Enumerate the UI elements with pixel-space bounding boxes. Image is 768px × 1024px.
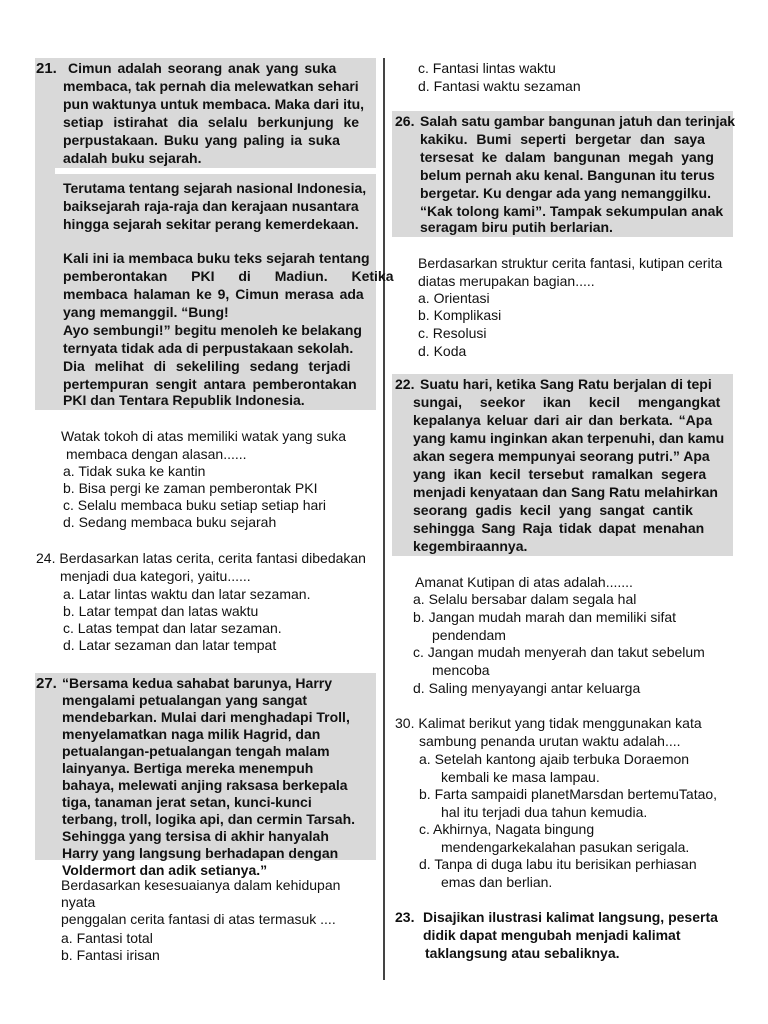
q21-line: Terutama tentang sejarah nasional Indonesia, <box>63 180 367 196</box>
q30-option-a: a. Setelah kantong ajaib terbuka Doraemon <box>419 751 690 767</box>
q21-line: hingga sejarah sekitar perang kemerdekaan. <box>63 216 359 232</box>
q24-question: 24. Berdasarkan latas cerita, cerita fantasi dibedakan <box>36 550 366 566</box>
q26-option-c: c. Resolusi <box>418 325 487 341</box>
q21-line: yang memanggil. “Bung! <box>63 304 229 320</box>
q22-question: Amanat Kutipan di atas adalah....... <box>415 574 633 590</box>
q21-option-d: d. Sedang membaca buku sejarah <box>63 514 277 530</box>
q21-line: baiksejarah raja-raja dan kerajaan nusantara <box>63 198 359 214</box>
q26-line: kakiku. Bumi seperti bergetar dan saya <box>420 131 705 147</box>
q24-option-c: c. Latas tempat dan latar sezaman. <box>63 620 282 636</box>
q21-line: membaca, tak pernah dia melewatkan sehari <box>63 78 359 94</box>
q26-line: bergetar. Ku dengar ada yang nemanggilku. <box>420 185 711 201</box>
q26-line: seragam biru putih berlarian. <box>420 219 613 235</box>
q21-line: perpustakaan. Buku yang paling ia suka <box>63 132 340 148</box>
q21-line: adalah buku sejarah. <box>63 150 202 166</box>
q22-line: Suatu hari, ketika Sang Ratu berjalan di tepi <box>420 376 712 392</box>
q21-number: 21. <box>36 60 57 77</box>
q24-option-b: b. Latar tempat dan latas waktu <box>63 603 259 619</box>
q26-option-a: a. Orientasi <box>418 290 490 306</box>
q21-line: Ayo sembungi!” begitu menoleh ke belakang <box>63 322 362 338</box>
q26-line: Salah satu gambar bangunan jatuh dan terinjak <box>420 113 736 129</box>
q27-number: 27. <box>36 675 57 692</box>
q30-option-b: b. Farta sampaidi planetMarsdan bertemuTatao, <box>419 786 718 802</box>
q21-line: pun waktunya untuk membaca. Maka dari itu, <box>63 96 365 112</box>
q27-option-c: c. Fantasi lintas waktu <box>418 60 556 76</box>
q22-option-d: d. Saling menyayangi antar keluarga <box>413 680 641 696</box>
q27-question: penggalan cerita fantasi di atas termasuk .... <box>61 911 336 927</box>
q21-question: Watak tokoh di atas memiliki watak yang suka <box>61 428 347 444</box>
q30-option-c: c. Akhirnya, Nagata bingung <box>419 821 595 837</box>
q22-number: 22. <box>395 376 415 392</box>
q27-question: Berdasarkan kesesuaianya dalam kehidupan <box>61 877 341 893</box>
q22-line: akan segera mempunyai seorang putri.” Apa <box>413 448 710 464</box>
q22-line: kegembiraannya. <box>413 538 528 554</box>
q30-option-b-cont: hal itu terjadi dua tahun kemudia. <box>441 804 648 820</box>
q27-line: lainyanya. Bertiga mereka menempuh <box>62 760 314 776</box>
q23-line: taklangsung atau sebaliknya. <box>425 945 620 961</box>
q21-line: pemberontakan PKI di Madiun. Ketika <box>63 268 394 284</box>
q26-line: belum pernah aku kenal. Bangunan itu terus <box>420 167 715 183</box>
q26-option-b: b. Komplikasi <box>418 307 502 323</box>
q23-number: 23. <box>395 909 415 925</box>
q27-line: “Bersama kedua sahabat barunya, Harry <box>62 675 333 691</box>
q27-question: nyata <box>61 894 96 910</box>
q22-line: seorang gadis kecil yang sangat cantik <box>413 502 693 518</box>
q22-option-b-cont: pendendam <box>432 627 506 643</box>
q21-option-c: c. Selalu membaca buku setiap setiap hari <box>63 497 327 513</box>
q22-line: yang kamu inginkan akan terpenuhi, dan kamu <box>413 430 725 446</box>
q23-line: didik dapat mengubah menjadi kalimat <box>423 927 681 943</box>
q22-line: menjadi kenyataan dan Sang Ratu melahirkan <box>413 484 718 500</box>
q21-line: setiap istirahat dia selalu berkunjung ke <box>63 114 360 130</box>
q27-option-d: d. Fantasi waktu sezaman <box>418 78 581 94</box>
q27-option-a: a. Fantasi total <box>61 930 153 946</box>
q24-option-a: a. Latar lintas waktu dan latar sezaman. <box>63 586 311 602</box>
q27-line: mengalami petualangan yang sangat <box>62 692 308 708</box>
q21-line: PKI dan Tentara Republik Indonesia. <box>63 392 305 408</box>
q30-option-c-cont: mendengarkekalahan pasukan serigala. <box>441 839 690 855</box>
q21-line: Kali ini ia membaca buku teks sejarah tentang <box>63 250 370 266</box>
q21-option-b: b. Bisa pergi ke zaman pemberontak PKI <box>63 480 318 496</box>
q26-option-d: d. Koda <box>418 343 467 359</box>
q27-line: tiga, tanaman jerat setan, kunci-kunci <box>62 794 312 810</box>
q27-line: bahaya, melewati anjing raksasa berkepala <box>62 777 348 793</box>
q21-line: membaca halaman ke 9, Cimun merasa ada <box>63 286 364 302</box>
q22-line: sungai, seekor ikan kecil mengangkat <box>413 394 721 410</box>
q27-line: Harry yang langsung berhadapan dengan <box>62 845 339 861</box>
q21-question: membaca dengan alasan...... <box>66 446 247 462</box>
q27-line: terbang, troll, logika api, dan cermin Tarsah. <box>62 811 356 827</box>
q26-question: diatas merupakan bagian..... <box>418 273 595 289</box>
q21-line: Dia melihat di sekeliling sedang terjadi <box>63 358 351 374</box>
q23-line: Disajikan ilustrasi kalimat langsung, peserta <box>423 909 718 925</box>
q30-question: sambung penanda urutan waktu adalah.... <box>419 733 681 749</box>
column-divider <box>383 58 385 980</box>
q24-option-d: d. Latar sezaman dan latar tempat <box>63 637 277 653</box>
q26-question: Berdasarkan struktur cerita fantasi, kutipan cerita <box>418 255 723 271</box>
q26-line: “Kak tolong kami”. Tampak sekumpulan anak <box>420 203 724 219</box>
q22-option-b: b. Jangan mudah marah dan memiliki sifat <box>413 609 677 625</box>
q21-gap <box>55 168 376 174</box>
q26-number: 26. <box>395 113 415 129</box>
q22-line: yang ikan kecil tersebut ramalkan segera <box>413 466 707 482</box>
q22-option-a: a. Selalu bersabar dalam segala hal <box>413 591 637 607</box>
q27-line: Sehingga yang tersisa di akhir hanyalah <box>62 828 329 844</box>
q21-line: pertempuran sengit antara pemberontakan <box>63 376 357 392</box>
q24-question: menjadi dua kategori, yaitu...... <box>60 568 251 584</box>
q22-line: kepalanya keluar dari air dan berkata. “Apa <box>413 412 713 428</box>
q27-line: petualangan-petualangan tengah malam <box>62 743 330 759</box>
q22-option-c: c. Jangan mudah menyerah dan takut sebelum <box>413 644 705 660</box>
q21-line: Cimun adalah seorang anak yang suka <box>68 60 337 76</box>
q21-line: ternyata tidak ada di perpustakaan sekolah. <box>63 340 354 356</box>
q30-option-d: d. Tanpa di duga labu itu berisikan perhiasan <box>419 856 697 872</box>
q30-option-d-cont: emas dan berlian. <box>441 874 553 890</box>
q30-option-a-cont: kembali ke masa lampau. <box>441 769 600 785</box>
q27-line: mendebarkan. Mulai dari menghadapi Troll, <box>62 709 350 725</box>
q22-option-c-cont: mencoba <box>432 662 490 678</box>
q27-line: menyelamatkan naga milik Hagrid, dan <box>62 726 321 742</box>
q22-line: sehingga Sang Raja tidak dapat menahan <box>413 520 705 536</box>
q27-option-b: b. Fantasi irisan <box>61 947 160 963</box>
q27-line: Voldermort dan adik setianya.” <box>62 862 268 878</box>
q26-line: tersesat ke dalam bangunan megah yang <box>420 149 714 165</box>
q21-option-a: a. Tidak suka ke kantin <box>63 463 206 479</box>
q30-question: 30. Kalimat berikut yang tidak menggunakan kata <box>395 715 702 731</box>
